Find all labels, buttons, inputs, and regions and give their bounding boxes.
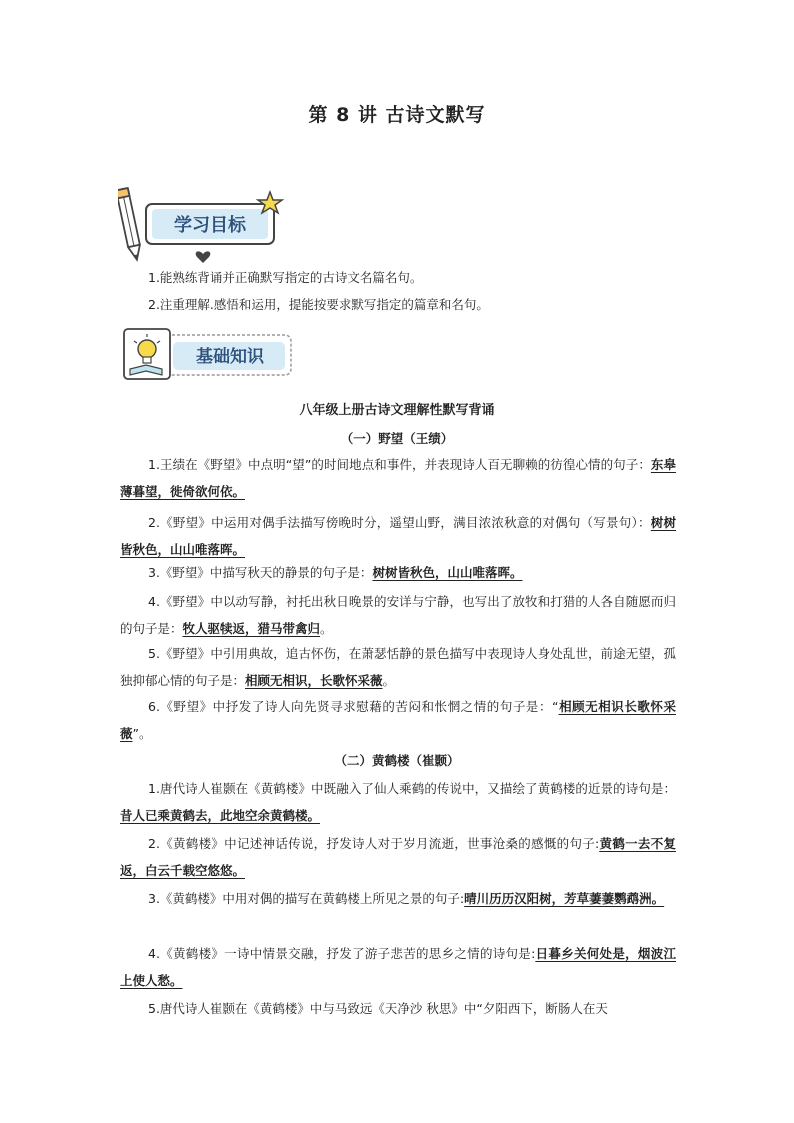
objective-item: 2.注重理解.感悟和运用，提能按要求默写指定的篇章和名句。 bbox=[148, 297, 489, 312]
objective-item: 1.能熟练背诵并正确默写指定的古诗文名篇名句。 bbox=[148, 270, 423, 285]
page-title: 第 8 讲 古诗文默写 bbox=[308, 104, 486, 126]
banner-knowledge-label: 基础知识 bbox=[196, 347, 264, 367]
answer-text: 东皋薄暮望，徙倚欲何依。 bbox=[120, 457, 676, 499]
section-title: 八年级上册古诗文理解性默写背诵 bbox=[299, 403, 495, 418]
answer-text: 晴川历历汉阳树，芳草萋萋鹦鹉洲。 bbox=[464, 891, 665, 906]
question-item: 1.唐代诗人崔颢在《黄鹤楼》中既融入了仙人乘鹤的传说中，又描绘了黄鹤楼的近景的诗句是：昔人已乘黄鹤去，此地空余黄鹤楼。 bbox=[120, 781, 676, 823]
answer-text: 牧人驱犊返，猎马带禽归 bbox=[182, 621, 321, 636]
answer-text: 昔人已乘黄鹤去，此地空余黄鹤楼。 bbox=[120, 808, 321, 823]
question-item: 1.王绩在《野望》中点明“望”的时间地点和事件，并表现诗人百无聊赖的彷徨心情的句子：东皋薄暮望，徙倚欲何依。 bbox=[120, 457, 676, 499]
question-item: 2.《野望》中运用对偶手法描写傍晚时分，遥望山野，满目浓浓秋意的对偶句（写景句）：树树皆秋色，山山唯落晖。 bbox=[120, 515, 676, 557]
answer-text: 相顾无相识，长歌怀采薇 bbox=[245, 673, 383, 688]
lightbulb-book-banner-icon bbox=[118, 325, 298, 385]
answer-text: 树树皆秋色，山山唯落晖。 bbox=[372, 565, 523, 580]
question-item: 4.《野望》中以动写静，衬托出秋日晚景的安详与宁静，也写出了放牧和打猎的人各自随愿而归的句子是：牧人驱犊返，猎马带禽归。 bbox=[120, 594, 676, 636]
question-item: 5.《野望》中引用典故，追古怀伤，在萧瑟恬静的景色描写中表现诗人身处乱世，前途无望，孤独抑郁心情的句子是：相顾无相识，长歌怀采薇。 bbox=[120, 646, 676, 688]
question-item: 6.《野望》中抒发了诗人向先贤寻求慰藉的苦闷和怅惘之情的句子是：“相顾无相识长歌怀采薇”。 bbox=[120, 699, 676, 741]
answer-text: 相顾无相识长歌怀采薇 bbox=[120, 699, 676, 741]
banner-basic-knowledge bbox=[118, 325, 298, 385]
answer-text: 日暮乡关何处是，烟波江上使人愁。 bbox=[120, 946, 676, 988]
poem-heading: （二）黄鹤楼（崔颢） bbox=[334, 753, 460, 768]
question-item: 4.《黄鹤楼》一诗中情景交融，抒发了游子悲苦的思乡之情的诗句是:日暮乡关何处是，烟波江上使人愁。 bbox=[120, 946, 676, 988]
poem-heading: （一）野望（王绩） bbox=[340, 431, 454, 446]
answer-text: 树树皆秋色，山山唯落晖。 bbox=[120, 515, 676, 557]
banner-learning-objectives bbox=[118, 182, 288, 272]
banner-objectives-label: 学习目标 bbox=[174, 215, 246, 236]
pencil-star-banner-icon bbox=[118, 182, 288, 272]
question-item: 2.《黄鹤楼》中记述神话传说，抒发诗人对于岁月流逝，世事沧桑的感慨的句子:黄鹤一去不复返，白云千载空悠悠。 bbox=[120, 836, 676, 878]
question-item: 5.唐代诗人崔颢在《黄鹤楼》中与马致远《天净沙 秋思》中“夕阳西下，断肠人在天 bbox=[148, 1001, 608, 1016]
question-item: 3.《野望》中描写秋天的静景的句子是：树树皆秋色，山山唯落晖。 bbox=[148, 565, 523, 580]
question-item: 3.《黄鹤楼》中用对偶的描写在黄鹤楼上所见之景的句子:晴川历历汉阳树，芳草萋萋鹦鹉洲。 bbox=[148, 891, 665, 906]
answer-text: 黄鹤一去不复返，白云千载空悠悠。 bbox=[120, 836, 676, 878]
